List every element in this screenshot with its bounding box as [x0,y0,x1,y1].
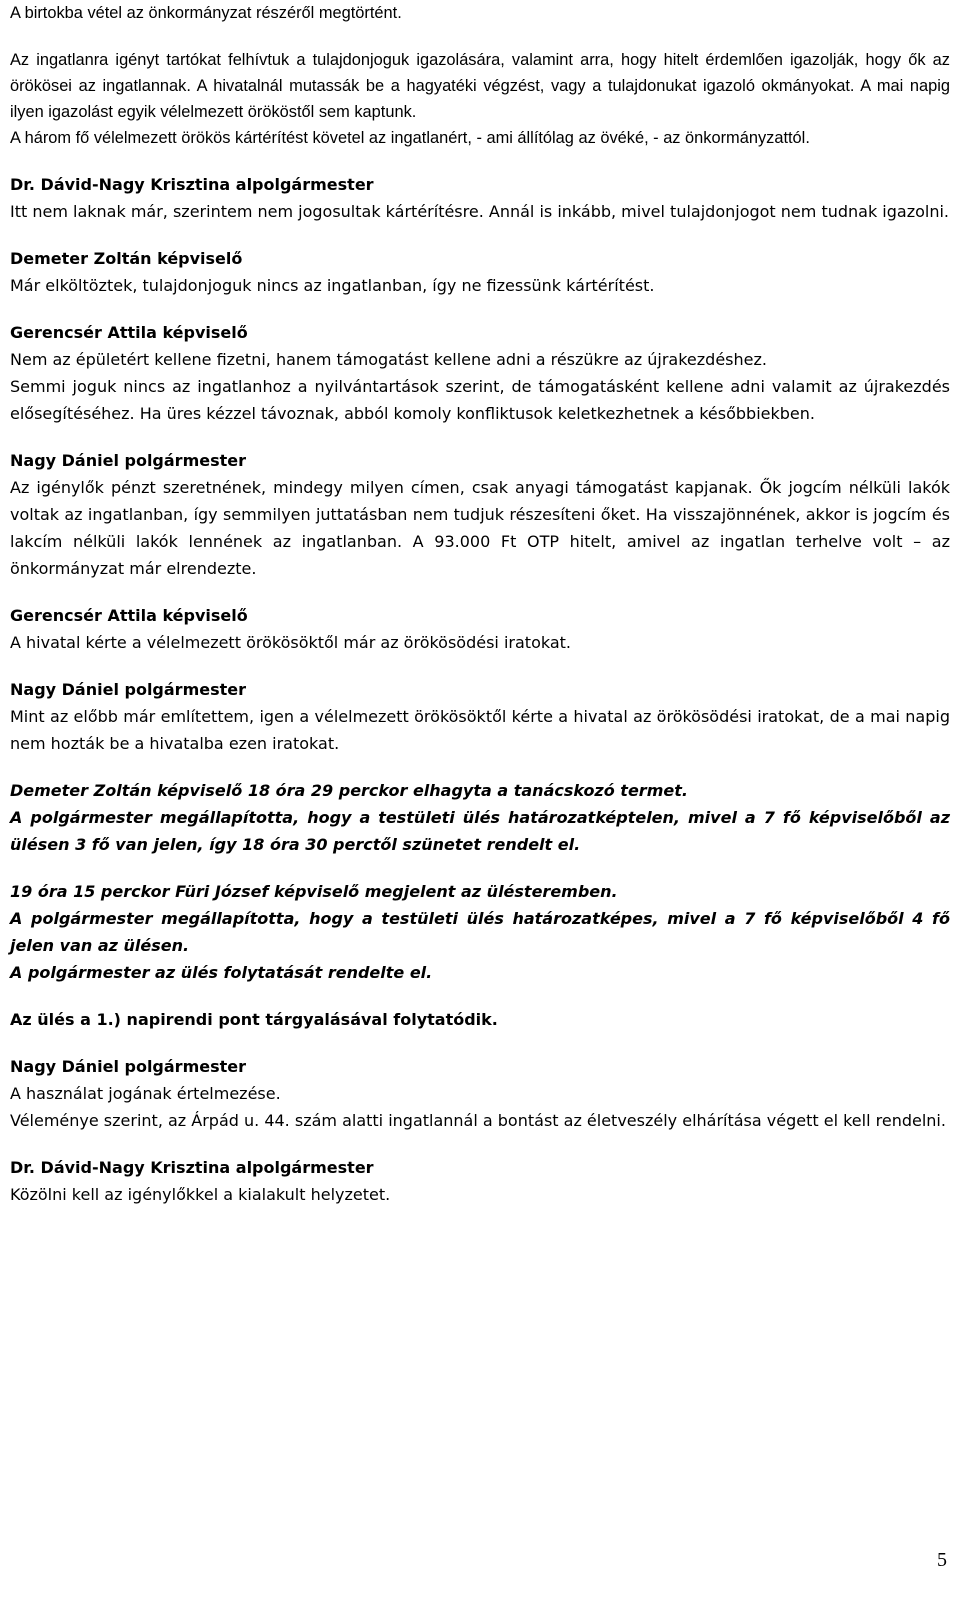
notice-quorum-lost: A polgármester megállapította, hogy a testületi ülés határozatképtelen, mivel a 7 fő képviselőből az ülésen 3 fő van jelen, így 18 óra 30 perctől szünetet rendelt el. [10,808,950,854]
speech-paragraph: Már elköltöztek, tulajdonjoguk nincs az ingatlanban, így ne fizessünk kártérítést. [10,276,655,295]
intro-paragraph-2: A három fő vélelmezett örökös kártérítést követel az ingatlanért, - ami állítólag az övéké, - az önkormányzattól. [10,129,810,147]
speaker-name: Nagy Dániel polgármester [10,680,247,699]
speaker-name: Dr. Dávid-Nagy Krisztina alpolgármester [10,1158,374,1177]
speech-paragraph: A hivatal kérte a vélelmezett örökösöktől már az örökösödési iratokat. [10,633,571,652]
notice-session-resumed: A polgármester az ülés folytatását rendelte el. [10,963,433,982]
speech-paragraph: Semmi joguk nincs az ingatlanhoz a nyilvántartások szerint, de támogatásként kellene adni valamit az újrakezdés elősegítéséhez. Ha üres kézzel távoznak, abból komoly konfliktusok keletkezhetnek a későbbiekben. [10,377,950,423]
speaker-name: Demeter Zoltán képviselő [10,249,243,268]
speaker-name: Nagy Dániel polgármester [10,451,247,470]
speech-paragraph: Mint az előbb már említettem, igen a vélelmezett örökösöktől kérte a hivatal az örökösödési iratokat, de a mai napig nem hozták be a hivatalba ezen iratokat. [10,707,950,753]
speaker-name: Gerencsér Attila képviselő [10,606,248,625]
speech-paragraph: Az igénylők pénzt szeretnének, mindegy milyen címen, csak anyagi támogatást kapjanak. Ők jogcím nélküli lakók voltak az ingatlanban, így semmilyen juttatásban nem tudjuk részesíteni őket. Ha visszajönnének, akkor is jogcím és lakcím nélküli lakók lennének az ingatlanban. A 93.000 Ft OTP hitelt, amivel az ingatlan terhelve volt – az önkormányzat már elrendezte. [10,478,950,578]
speech-paragraph: A használat jogának értelmezése. [10,1084,281,1103]
intro-paragraph-1: Az ingatlanra igényt tartókat felhívtuk a tulajdonjoguk igazolására, valamint arra, hogy hitelt érdemlően igazolják, hogy ők az örökösei az ingatlannak. A hivatalnál mutassák be a hagyatéki végzést, vagy a tulajdonukat igazoló okmányokat. A mai napig ilyen igazolást egyik vélelmezett örököstől sem kaptunk. [10,51,950,121]
notice-arrival: 19 óra 15 perckor Füri József képviselő megjelent az ülésteremben. [10,882,618,901]
notice-quorum-restored: A polgármester megállapította, hogy a testületi ülés határozatképes, mivel a 7 fő képviselőből 4 fő jelen van az ülésen. [10,909,950,955]
page-number: 5 [937,1549,947,1571]
intro-line: A birtokba vétel az önkormányzat részéről megtörtént. [10,4,402,22]
speech-paragraph: Véleménye szerint, az Árpád u. 44. szám alatti ingatlannál a bontást az életveszély elhárítása végett el kell rendelni. [10,1111,946,1130]
speaker-name: Nagy Dániel polgármester [10,1057,247,1076]
speech-paragraph: Nem az épületért kellene fizetni, hanem támogatást kellene adni a részükre az újrakezdéshez. [10,350,767,369]
speech-paragraph: Itt nem laknak már, szerintem nem jogosultak kártérítésre. Annál is inkább, mivel tulajdonjogot nem tudnak igazolni. [10,202,950,221]
notice-departure: Demeter Zoltán képviselő 18 óra 29 perckor elhagyta a tanácskozó termet. [10,781,688,800]
document-page [10,0,950,1208]
speaker-name: Gerencsér Attila képviselő [10,323,248,342]
agenda-notice: Az ülés a 1.) napirendi pont tárgyalásával folytatódik. [10,1010,498,1029]
speech-paragraph: Közölni kell az igénylőkkel a kialakult helyzetet. [10,1185,391,1204]
speaker-name: Dr. Dávid-Nagy Krisztina alpolgármester [10,175,374,194]
